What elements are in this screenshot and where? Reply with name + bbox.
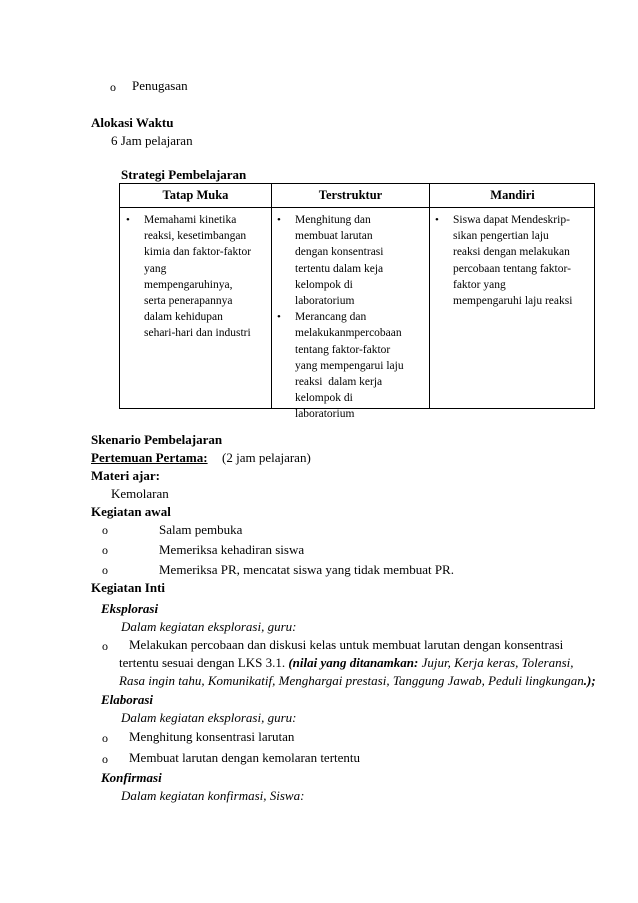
elaborasi-item: Menghitung konsentrasi larutan	[129, 729, 295, 744]
table-bullet-item	[275, 212, 404, 309]
pertemuan-value: (2 jam pelajaran)	[222, 450, 311, 465]
table-bullet-item	[433, 212, 572, 309]
table-cell-line: sehari-hari dan industri	[144, 327, 251, 340]
eksplorasi-line-1: Melakukan percobaan dan diskusi kelas untuk membuat larutan dengan konsentrasi	[129, 637, 564, 652]
nilai-end: .);	[583, 673, 596, 688]
table-cell-line: kelompok di	[295, 392, 353, 405]
cell-mandiri	[433, 212, 572, 309]
bullet-marker: o	[102, 523, 108, 537]
bullet-marker: o	[102, 543, 108, 557]
cell-tatap-muka	[124, 212, 251, 342]
pertemuan-label: Pertemuan Pertama:	[91, 450, 208, 465]
skenario-heading: Skenario Pembelajaran	[91, 432, 223, 447]
table-cell-line: Memahami kinetika	[144, 214, 237, 226]
penugasan-item: Penugasan	[132, 78, 188, 93]
table-cell-line: yang mempengarui laju	[295, 359, 404, 372]
bullet-dot: •	[277, 214, 281, 226]
table-cell-line: percobaan tentang faktor-	[453, 262, 571, 275]
column-divider	[271, 184, 272, 408]
table-cell-line: faktor yang	[453, 278, 506, 291]
elaborasi-item: Membuat larutan dengan kemolaran tertentu	[129, 750, 361, 765]
table-cell-line: dalam kehidupan	[144, 311, 223, 324]
col-header-tatap-muka: Tatap Muka	[162, 188, 229, 202]
awal-item: Memeriksa PR, mencatat siswa yang tidak membuat PR.	[159, 562, 454, 577]
nilai-label: (nilai yang ditanamkan:	[288, 655, 419, 670]
table-cell-line: melakukanmpercobaan	[295, 327, 402, 340]
table-cell-line: tentang faktor-faktor	[295, 343, 391, 356]
nilai-values-cont: Rasa ingin tahu, Komunikatif, Menghargai prestasi, Tanggung Jawab, Peduli lingkungan	[119, 673, 584, 688]
strategi-table	[119, 183, 595, 421]
table-cell-line: Siswa dapat Mendeskrip-	[453, 214, 570, 226]
bullet-marker: o	[102, 639, 108, 653]
col-header-terstruktur: Terstruktur	[318, 188, 383, 202]
table-cell-line: kelompok di	[295, 278, 353, 291]
materi-value: Kemolaran	[111, 486, 169, 501]
table-cell-line: reaksi, kesetimbangan	[144, 230, 247, 243]
elaborasi-intro: Dalam kegiatan eksplorasi, guru:	[121, 710, 297, 725]
table-cell-line: membuat larutan	[295, 230, 373, 243]
bullet-dot: •	[435, 214, 439, 226]
table-cell-line: tertentu dalam keja	[295, 262, 384, 275]
bullet-marker: o	[102, 563, 108, 577]
col-header-mandiri: Mandiri	[490, 188, 535, 202]
table-cell-line: kimia dan faktor-faktor	[144, 246, 252, 259]
table-cell-line: dengan konsentrasi	[295, 246, 384, 259]
bullet-marker: o	[102, 752, 108, 766]
eksplorasi-line-2	[119, 655, 574, 671]
table-bullet-item	[124, 212, 251, 342]
eksplorasi-heading: Eksplorasi	[101, 601, 159, 616]
materi-label: Materi ajar:	[91, 468, 160, 483]
bullet-dot: •	[277, 311, 281, 324]
table-cell-line: laboratorium	[295, 408, 355, 421]
bullet-marker: o	[102, 731, 108, 745]
nilai-values: Jujur, Kerja keras, Toleransi,	[418, 655, 574, 670]
alokasi-heading: Alokasi Waktu	[91, 115, 174, 130]
table-cell-line: yang	[144, 262, 167, 275]
kegiatan-inti-heading: Kegiatan Inti	[91, 580, 166, 595]
table-cell-line: mempengaruhi laju reaksi	[453, 295, 573, 308]
konfirmasi-intro: Dalam kegiatan konfirmasi, Siswa:	[121, 788, 305, 803]
table-cell-line: reaksi dalam kerja	[295, 376, 383, 389]
eksplorasi-intro: Dalam kegiatan eksplorasi, guru:	[121, 619, 297, 634]
table-cell-line: serta penerapannya	[144, 295, 233, 308]
bullet-marker: o	[110, 80, 116, 94]
alokasi-value: 6 Jam pelajaran	[111, 133, 193, 148]
table-cell-line: mempengaruhinya,	[144, 278, 233, 291]
eksplorasi-line-2-plain: tertentu sesuai dengan LKS 3.1.	[119, 655, 289, 670]
bullet-dot: •	[126, 214, 130, 226]
elaborasi-heading: Elaborasi	[101, 692, 154, 707]
cell-terstruktur	[275, 212, 404, 423]
kegiatan-awal-heading: Kegiatan awal	[91, 504, 171, 519]
awal-item: Memeriksa kehadiran siswa	[159, 542, 305, 557]
awal-item: Salam pembuka	[159, 522, 243, 537]
eksplorasi-line-3	[119, 673, 596, 689]
strategi-heading: Strategi Pembelajaran	[121, 167, 247, 182]
table-cell-line: Merancang dan	[295, 311, 367, 324]
column-divider	[429, 184, 430, 408]
table-cell-line: reaksi dengan melakukan	[453, 246, 570, 259]
konfirmasi-heading: Konfirmasi	[101, 770, 162, 785]
table-cell-line: Menghitung dan	[295, 214, 371, 226]
table-bullet-item	[275, 309, 404, 422]
table-cell-line: sikan pengertian laju	[453, 230, 549, 243]
table-cell-line: laboratorium	[295, 295, 355, 308]
